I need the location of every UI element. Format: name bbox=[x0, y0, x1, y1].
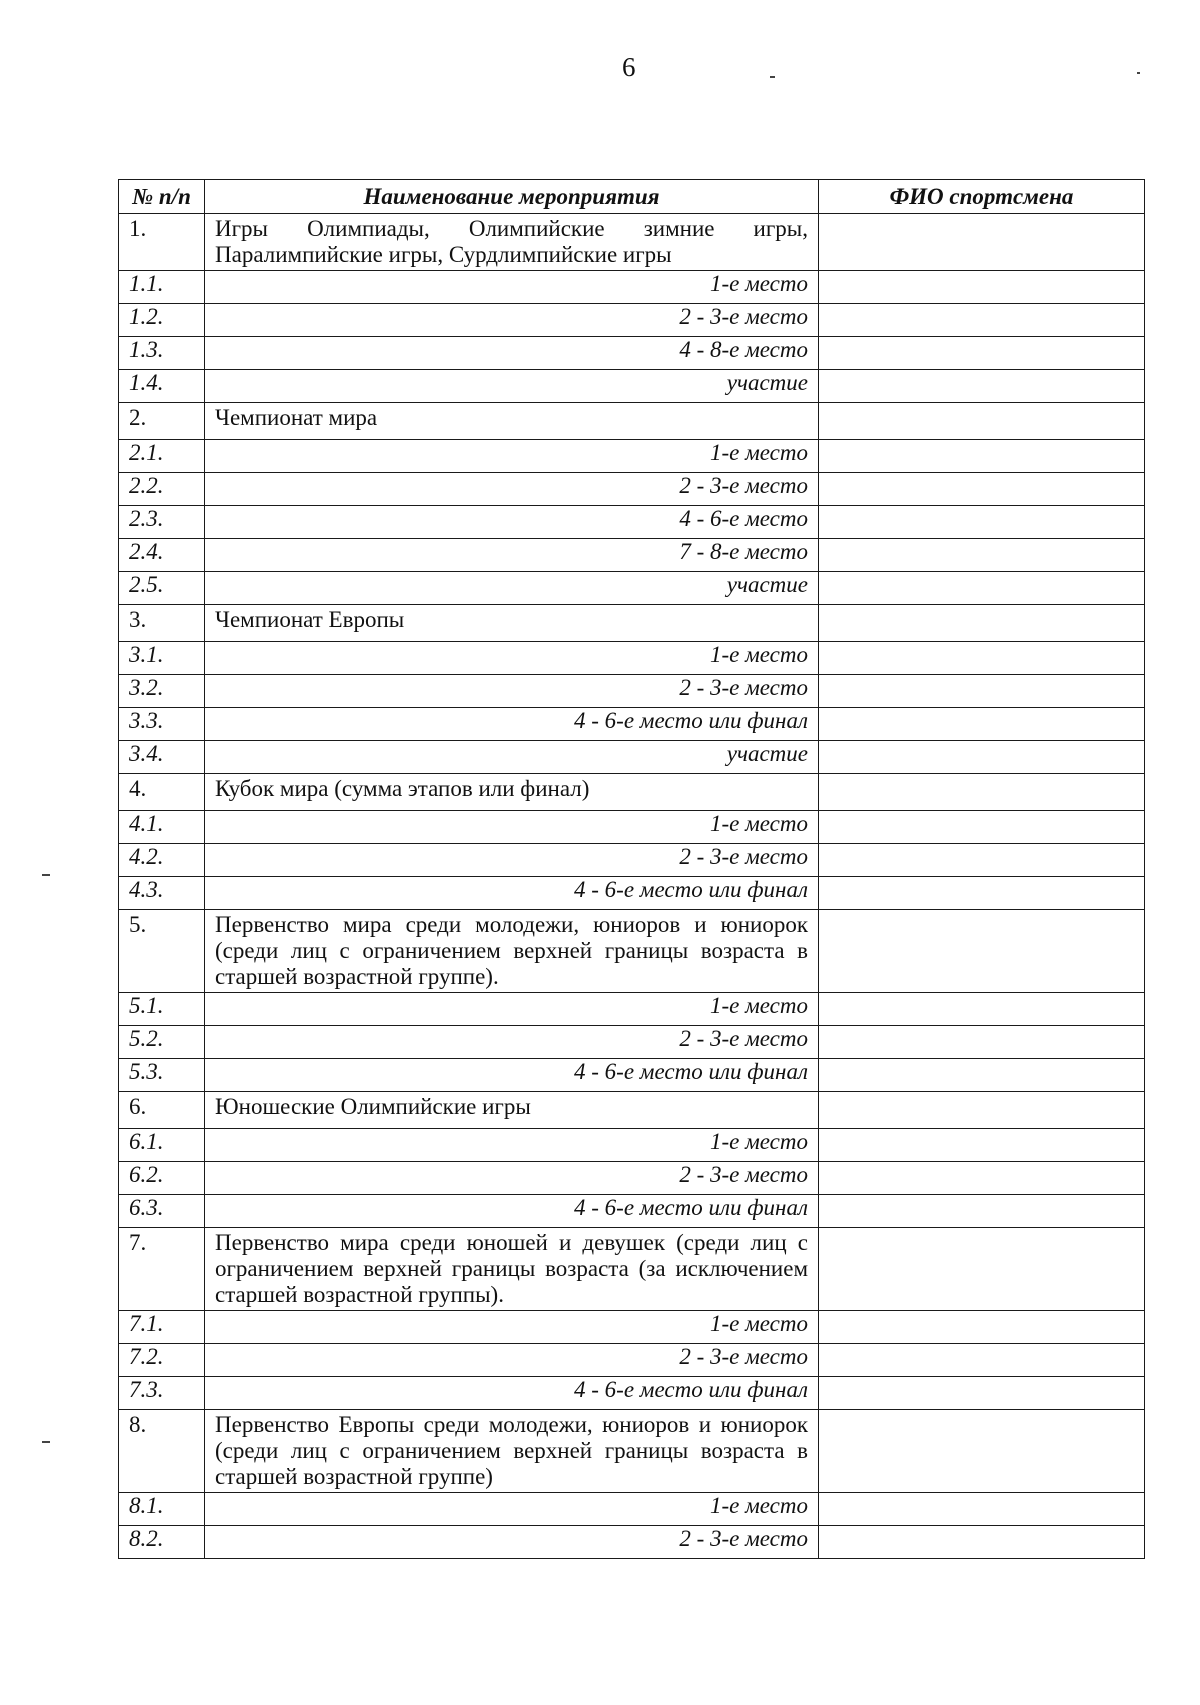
header-row bbox=[119, 180, 1145, 214]
table-row bbox=[119, 1493, 1145, 1526]
place-label: 1-е место bbox=[205, 993, 819, 1026]
event-title: Игры Олимпиады, Олимпийские зимние игры, Паралимпийские игры, Сурдлимпийские игры bbox=[205, 214, 819, 271]
row-number: 7.2. bbox=[119, 1344, 205, 1377]
place-label: участие bbox=[205, 572, 819, 605]
events-table bbox=[118, 179, 1145, 1559]
athlete-cell bbox=[819, 1377, 1145, 1410]
row-number: 7. bbox=[119, 1228, 205, 1311]
athlete-cell bbox=[819, 214, 1145, 271]
athlete-cell bbox=[819, 774, 1145, 811]
table-row bbox=[119, 675, 1145, 708]
table-row bbox=[119, 539, 1145, 572]
place-label: 2 - 3-е место bbox=[205, 1526, 819, 1559]
table-row bbox=[119, 844, 1145, 877]
row-number: 3.1. bbox=[119, 642, 205, 675]
row-number: 8.2. bbox=[119, 1526, 205, 1559]
table-row bbox=[119, 708, 1145, 741]
table-row bbox=[119, 440, 1145, 473]
table-row bbox=[119, 1162, 1145, 1195]
section-row bbox=[119, 605, 1145, 642]
place-label: 1-е место bbox=[205, 811, 819, 844]
section-row bbox=[119, 1228, 1145, 1311]
table-row bbox=[119, 1377, 1145, 1410]
athlete-cell bbox=[819, 337, 1145, 370]
athlete-cell bbox=[819, 440, 1145, 473]
place-label: 4 - 6-е место или финал bbox=[205, 1059, 819, 1092]
table-row bbox=[119, 473, 1145, 506]
table-row bbox=[119, 1059, 1145, 1092]
section-row bbox=[119, 774, 1145, 811]
table-row bbox=[119, 1129, 1145, 1162]
row-number: 2.5. bbox=[119, 572, 205, 605]
athlete-cell bbox=[819, 1162, 1145, 1195]
scan-speck bbox=[1137, 72, 1140, 74]
place-label: 1-е место bbox=[205, 1493, 819, 1526]
table-row bbox=[119, 370, 1145, 403]
place-label: 4 - 6-е место или финал bbox=[205, 1195, 819, 1228]
scan-speck bbox=[770, 76, 775, 78]
place-label: 1-е место bbox=[205, 271, 819, 304]
row-number: 5.2. bbox=[119, 1026, 205, 1059]
athlete-cell bbox=[819, 1092, 1145, 1129]
row-number: 2. bbox=[119, 403, 205, 440]
section-row bbox=[119, 910, 1145, 993]
athlete-cell bbox=[819, 1410, 1145, 1493]
athlete-cell bbox=[819, 1026, 1145, 1059]
table-row bbox=[119, 1195, 1145, 1228]
table-body bbox=[119, 214, 1145, 1559]
table-row bbox=[119, 337, 1145, 370]
row-number: 1. bbox=[119, 214, 205, 271]
athlete-cell bbox=[819, 1344, 1145, 1377]
table-row bbox=[119, 506, 1145, 539]
athlete-cell bbox=[819, 572, 1145, 605]
row-number: 6.3. bbox=[119, 1195, 205, 1228]
place-label: участие bbox=[205, 741, 819, 774]
athlete-cell bbox=[819, 1526, 1145, 1559]
event-title: Чемпионат Европы bbox=[205, 605, 819, 642]
event-title: Юношеские Олимпийские игры bbox=[205, 1092, 819, 1129]
athlete-cell bbox=[819, 993, 1145, 1026]
place-label: 2 - 3-е место bbox=[205, 304, 819, 337]
athlete-cell bbox=[819, 473, 1145, 506]
event-title: Первенство мира среди юношей и девушек (среди лиц с ограничением верхней границы возраста (за исключением старшей возрастной группы). bbox=[205, 1228, 819, 1311]
place-label: 2 - 3-е место bbox=[205, 844, 819, 877]
header-athlete: ФИО спортсмена bbox=[819, 180, 1145, 214]
athlete-cell bbox=[819, 539, 1145, 572]
athlete-cell bbox=[819, 741, 1145, 774]
table-row bbox=[119, 271, 1145, 304]
row-number: 7.3. bbox=[119, 1377, 205, 1410]
place-label: 2 - 3-е место bbox=[205, 1026, 819, 1059]
table-row bbox=[119, 304, 1145, 337]
athlete-cell bbox=[819, 811, 1145, 844]
place-label: 4 - 8-е место bbox=[205, 337, 819, 370]
row-number: 6.1. bbox=[119, 1129, 205, 1162]
event-title: Первенство Европы среди молодежи, юниоров и юниорок (среди лиц с ограничением верхней границы возраста в старшей возрастной группе) bbox=[205, 1410, 819, 1493]
row-number: 1.2. bbox=[119, 304, 205, 337]
row-number: 2.2. bbox=[119, 473, 205, 506]
header-num: № п/п bbox=[119, 180, 205, 214]
athlete-cell bbox=[819, 1493, 1145, 1526]
row-number: 4. bbox=[119, 774, 205, 811]
event-title: Первенство мира среди молодежи, юниоров и юниорок (среди лиц с ограничением верхней границы возраста в старшей возрастной группе). bbox=[205, 910, 819, 993]
row-number: 3.4. bbox=[119, 741, 205, 774]
place-label: участие bbox=[205, 370, 819, 403]
row-number: 3.3. bbox=[119, 708, 205, 741]
row-number: 7.1. bbox=[119, 1311, 205, 1344]
athlete-cell bbox=[819, 403, 1145, 440]
row-number: 3.2. bbox=[119, 675, 205, 708]
section-row bbox=[119, 1092, 1145, 1129]
place-label: 4 - 6-е место bbox=[205, 506, 819, 539]
athlete-cell bbox=[819, 1059, 1145, 1092]
athlete-cell bbox=[819, 844, 1145, 877]
scan-speck bbox=[42, 1441, 50, 1443]
section-row bbox=[119, 403, 1145, 440]
athlete-cell bbox=[819, 708, 1145, 741]
place-label: 1-е место bbox=[205, 1129, 819, 1162]
place-label: 2 - 3-е место bbox=[205, 1162, 819, 1195]
section-row bbox=[119, 214, 1145, 271]
row-number: 2.1. bbox=[119, 440, 205, 473]
table-row bbox=[119, 993, 1145, 1026]
athlete-cell bbox=[819, 877, 1145, 910]
athlete-cell bbox=[819, 506, 1145, 539]
row-number: 5.3. bbox=[119, 1059, 205, 1092]
event-title: Кубок мира (сумма этапов или финал) bbox=[205, 774, 819, 811]
row-number: 1.3. bbox=[119, 337, 205, 370]
row-number: 1.4. bbox=[119, 370, 205, 403]
scan-speck bbox=[42, 874, 50, 876]
row-number: 6.2. bbox=[119, 1162, 205, 1195]
athlete-cell bbox=[819, 675, 1145, 708]
row-number: 4.1. bbox=[119, 811, 205, 844]
athlete-cell bbox=[819, 370, 1145, 403]
athlete-cell bbox=[819, 271, 1145, 304]
row-number: 4.3. bbox=[119, 877, 205, 910]
athlete-cell bbox=[819, 1311, 1145, 1344]
place-label: 1-е место bbox=[205, 1311, 819, 1344]
row-number: 8. bbox=[119, 1410, 205, 1493]
table-row bbox=[119, 572, 1145, 605]
event-title: Чемпионат мира bbox=[205, 403, 819, 440]
place-label: 4 - 6-е место или финал bbox=[205, 877, 819, 910]
athlete-cell bbox=[819, 642, 1145, 675]
place-label: 4 - 6-е место или финал bbox=[205, 708, 819, 741]
place-label: 2 - 3-е место bbox=[205, 473, 819, 506]
place-label: 2 - 3-е место bbox=[205, 675, 819, 708]
table-row bbox=[119, 1526, 1145, 1559]
place-label: 2 - 3-е место bbox=[205, 1344, 819, 1377]
place-label: 1-е место bbox=[205, 440, 819, 473]
place-label: 1-е место bbox=[205, 642, 819, 675]
row-number: 6. bbox=[119, 1092, 205, 1129]
athlete-cell bbox=[819, 1195, 1145, 1228]
place-label: 4 - 6-е место или финал bbox=[205, 1377, 819, 1410]
row-number: 2.3. bbox=[119, 506, 205, 539]
table-row bbox=[119, 741, 1145, 774]
section-row bbox=[119, 1410, 1145, 1493]
table-row bbox=[119, 811, 1145, 844]
row-number: 3. bbox=[119, 605, 205, 642]
athlete-cell bbox=[819, 605, 1145, 642]
athlete-cell bbox=[819, 1228, 1145, 1311]
table-row bbox=[119, 1311, 1145, 1344]
athlete-cell bbox=[819, 910, 1145, 993]
place-label: 7 - 8-е место bbox=[205, 539, 819, 572]
table-row bbox=[119, 1026, 1145, 1059]
athlete-cell bbox=[819, 304, 1145, 337]
page-number: 6 bbox=[622, 52, 636, 82]
athlete-cell bbox=[819, 1129, 1145, 1162]
row-number: 2.4. bbox=[119, 539, 205, 572]
header-event: Наименование мероприятия bbox=[205, 180, 819, 214]
row-number: 5. bbox=[119, 910, 205, 993]
row-number: 8.1. bbox=[119, 1493, 205, 1526]
row-number: 1.1. bbox=[119, 271, 205, 304]
table-row bbox=[119, 1344, 1145, 1377]
table-row bbox=[119, 642, 1145, 675]
table-row bbox=[119, 877, 1145, 910]
row-number: 5.1. bbox=[119, 993, 205, 1026]
row-number: 4.2. bbox=[119, 844, 205, 877]
